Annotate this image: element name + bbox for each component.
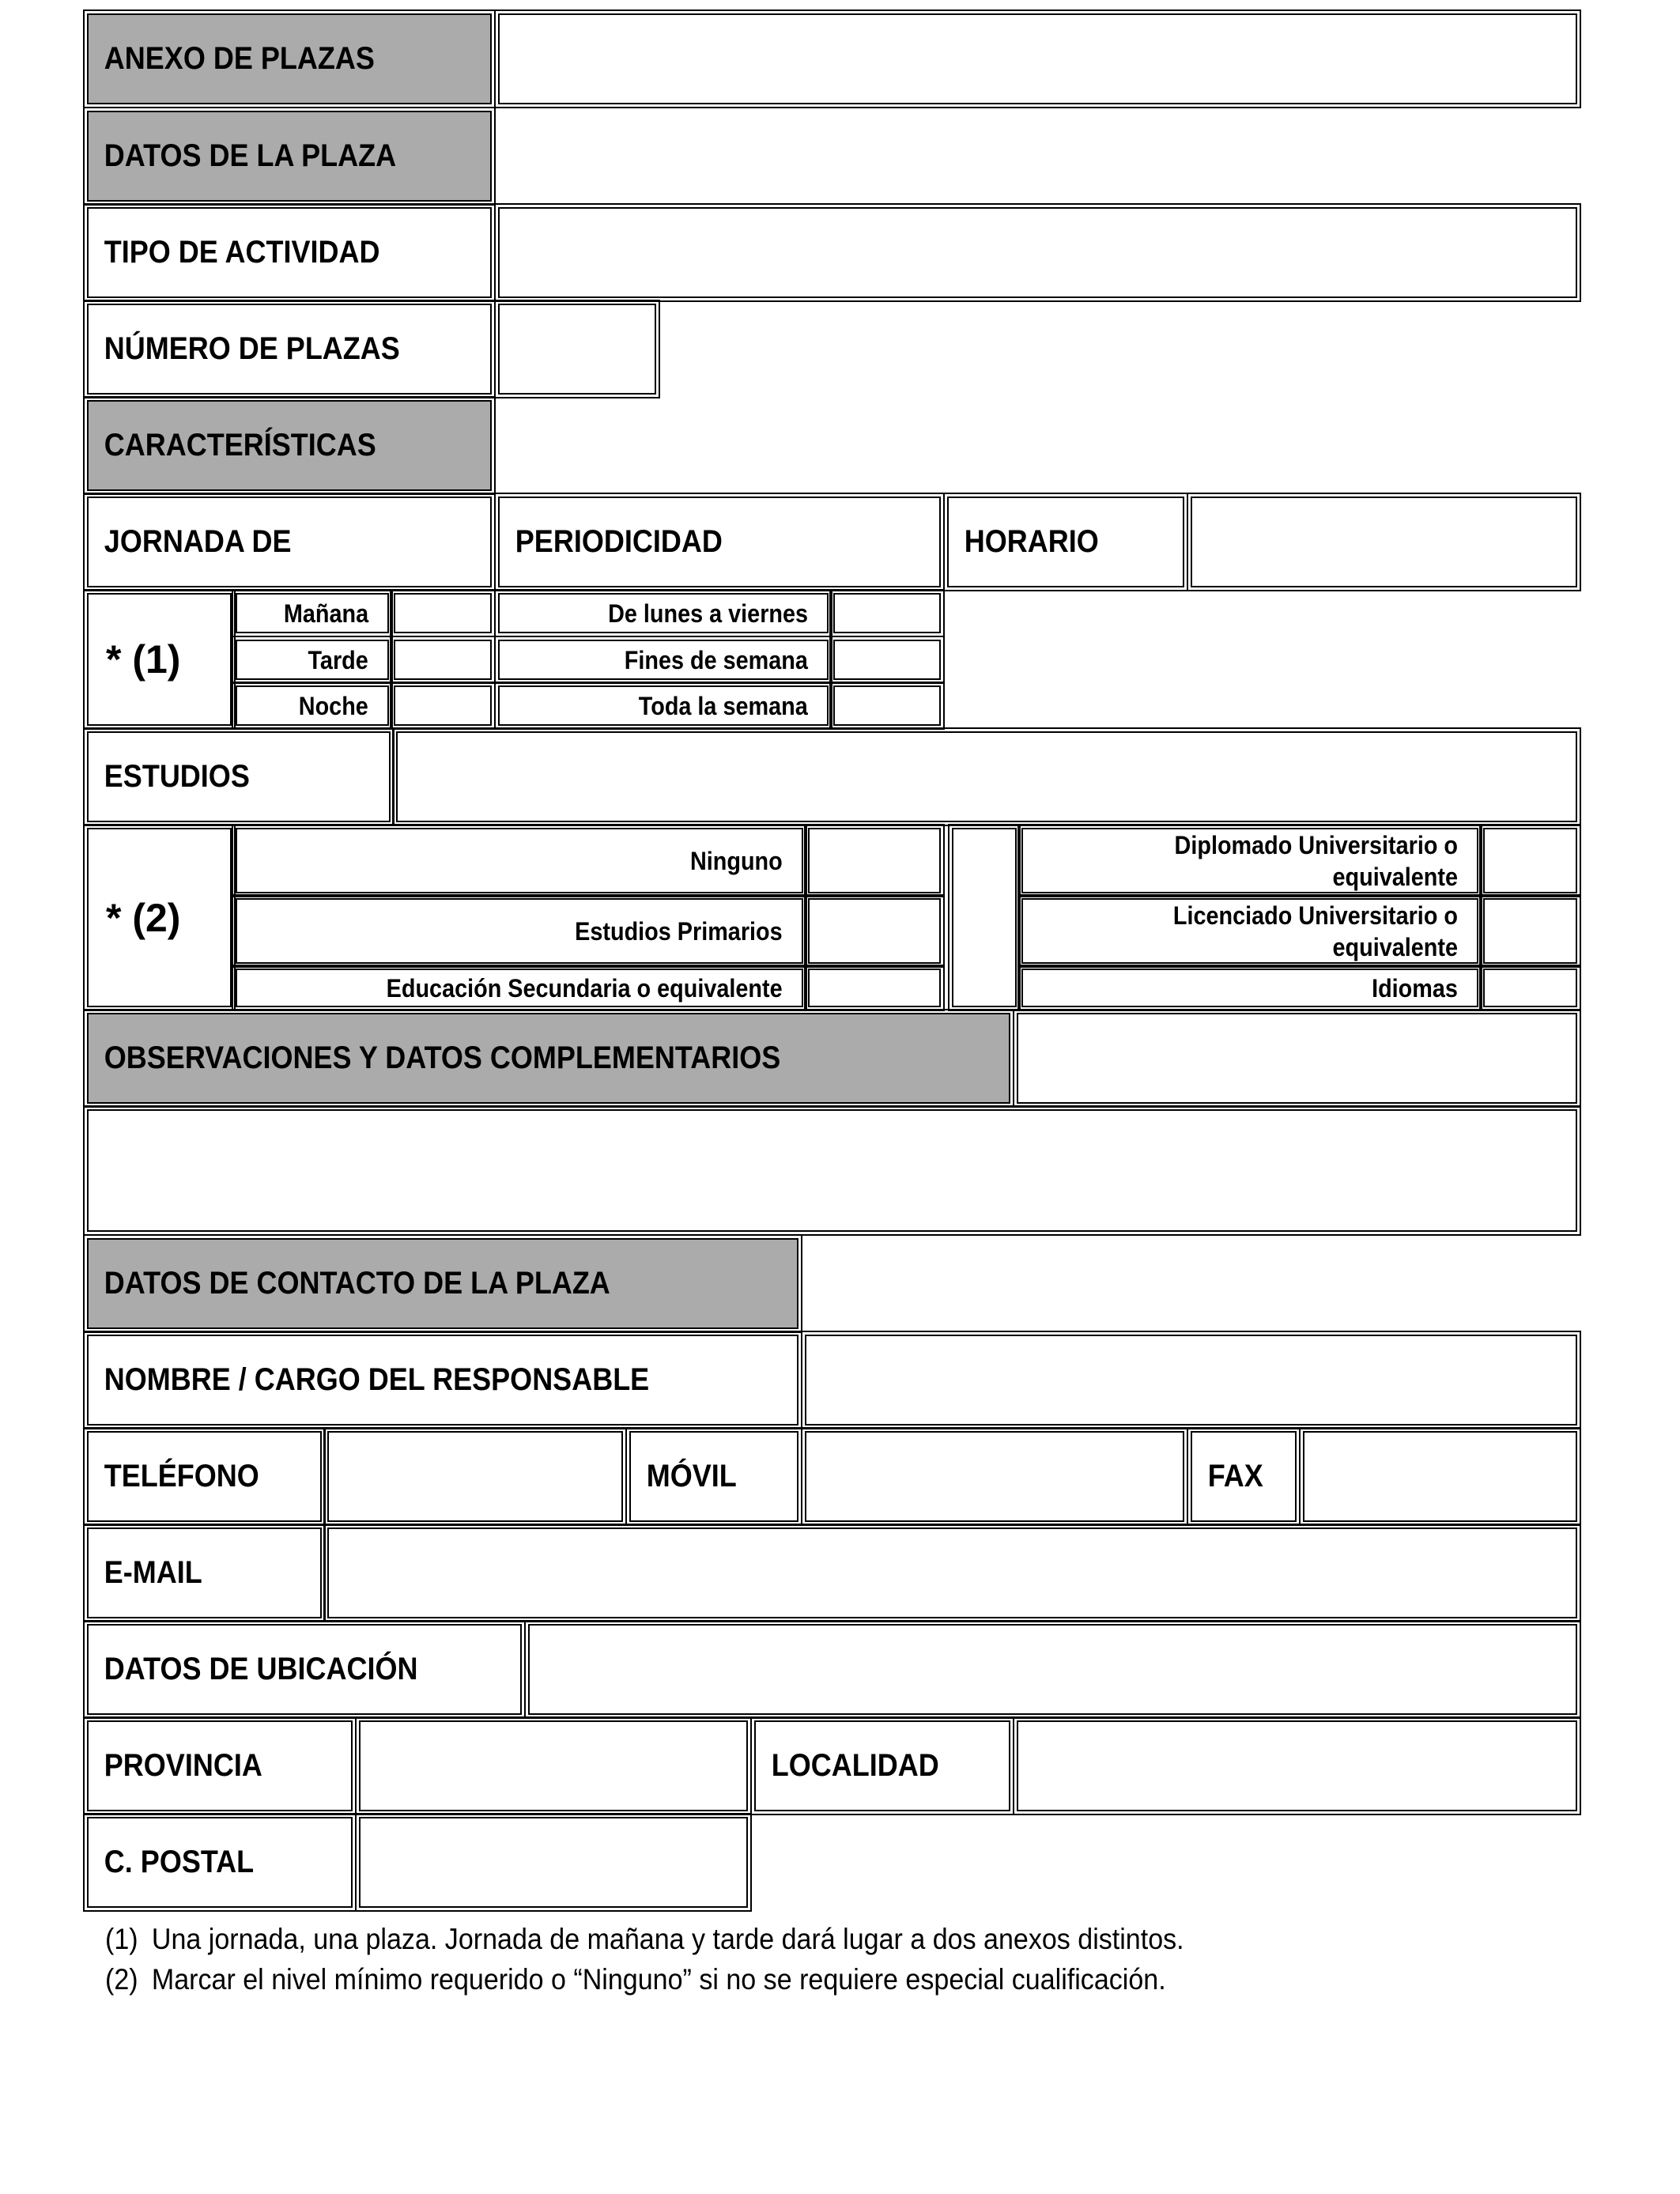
periodicidad-option-label: De lunes a viernes [608,599,808,628]
estudios-option-idiomas [1021,969,1478,1007]
tipo-de-actividad-text: TIPO DE ACTIVIDAD [104,235,380,270]
numero-de-plazas-text: NÚMERO DE PLAZAS [104,331,400,366]
datos-de-la-plaza-header [87,111,492,202]
estudios-option-label: Licenciado Universitario o equivalente [1172,901,1458,961]
caracteristicas-header [87,400,492,491]
periodicidad-option-label: Toda la semana [639,691,808,720]
jornada-de-text: JORNADA DE [104,524,292,559]
estudios-licenciado-checkbox[interactable] [1483,898,1577,964]
datos-contacto-header [87,1238,798,1329]
datos-ubicacion-field[interactable] [528,1624,1577,1715]
periodicidad-label [498,497,941,587]
estudios-text: ESTUDIOS [104,759,250,794]
jornada-tarde-checkbox[interactable] [394,640,492,680]
estudios-idiomas-checkbox[interactable] [1483,969,1577,1007]
jornada-manana-checkbox[interactable] [394,593,492,633]
periodicidad-text: PERIODICIDAD [515,524,723,559]
footnote-marker: (2) [105,1963,138,1996]
horario-field[interactable] [1191,497,1577,587]
fax-field[interactable] [1303,1431,1577,1522]
c-postal-field[interactable] [359,1817,748,1908]
movil-field[interactable] [805,1431,1184,1522]
note-2-marker-text: * (2) [106,895,181,940]
note-2-marker [87,828,232,1007]
jornada-option-noche [236,685,389,726]
estudios-option-label: Idiomas [1372,973,1458,1003]
c-postal-label [87,1817,353,1908]
email-field[interactable] [327,1527,1577,1618]
telefono-text: TELÉFONO [104,1459,259,1494]
estudios-option-label: Diplomado Universitario o equivalente [1174,830,1458,891]
anexo-de-plazas-label [87,13,492,104]
localidad-label [754,1720,1010,1811]
estudios-field[interactable] [396,731,1577,822]
footnote-text: Marcar el nivel mínimo requerido o “Ninguno” si no se requiere especial cualificación. [151,1963,1166,1996]
jornada-option-tarde [236,640,389,680]
datos-ubicacion-input[interactable] [530,1626,1576,1713]
estudios-option-label: Educación Secundaria o equivalente [387,973,783,1003]
observaciones-field[interactable] [87,1109,1577,1232]
anexo-de-plazas-input[interactable] [500,15,1576,103]
localidad-field[interactable] [1017,1720,1577,1811]
movil-label [629,1431,798,1522]
periodicidad-option-lunes-viernes [498,593,829,633]
anexo-de-plazas-field[interactable] [498,13,1577,104]
telefono-label [87,1431,322,1522]
estudios-primarios-checkbox[interactable] [808,898,941,964]
provincia-label [87,1720,353,1811]
note-1-marker-text: * (1) [106,637,181,682]
datos-contacto-text: DATOS DE CONTACTO DE LA PLAZA [104,1266,610,1301]
estudios-ninguno-checkbox[interactable] [808,828,941,893]
footnote-1 [105,1923,1184,1956]
estudios-option-label: Ninguno [690,846,783,875]
jornada-option-label: Mañana [283,599,368,628]
note-1-marker [87,593,232,726]
periodicidad-option-toda-semana [498,685,829,726]
email-label [87,1527,322,1618]
provincia-field[interactable] [359,1720,748,1811]
footnote-text: Una jornada, una plaza. Jornada de mañana y tarde dará lugar a dos anexos distintos. [151,1923,1184,1955]
estudios-option-primarios [236,898,803,964]
fax-input[interactable] [1304,1433,1576,1520]
tipo-de-actividad-input[interactable] [500,209,1576,296]
nombre-cargo-text: NOMBRE / CARGO DEL RESPONSABLE [104,1362,650,1397]
provincia-text: PROVINCIA [104,1748,262,1783]
nombre-cargo-field[interactable] [805,1335,1577,1426]
periodicidad-fines-semana-checkbox[interactable] [833,640,941,680]
tipo-de-actividad-label [87,207,492,298]
horario-input[interactable] [1192,498,1576,586]
nombre-cargo-input[interactable] [806,1336,1576,1424]
estudios-spacer [952,828,1017,1007]
estudios-label [87,731,391,822]
numero-de-plazas-label [87,304,492,395]
localidad-text: LOCALIDAD [771,1748,939,1783]
movil-text: MÓVIL [646,1459,737,1494]
email-input[interactable] [329,1529,1576,1617]
footnote-marker: (1) [105,1923,138,1955]
jornada-option-manana [236,593,389,633]
movil-input[interactable] [806,1433,1183,1520]
estudios-diplomado-checkbox[interactable] [1483,828,1577,893]
periodicidad-option-label: Fines de semana [624,645,808,674]
jornada-option-label: Tarde [308,645,368,674]
datos-ubicacion-label [87,1624,522,1715]
nombre-cargo-label [87,1335,798,1426]
c-postal-input[interactable] [361,1818,746,1906]
caracteristicas-text: CARACTERÍSTICAS [104,428,376,463]
horario-label [947,497,1184,587]
periodicidad-toda-semana-checkbox[interactable] [833,685,941,726]
horario-text: HORARIO [964,524,1099,559]
tipo-de-actividad-field[interactable] [498,207,1577,298]
anexo-de-plazas-text: ANEXO DE PLAZAS [104,41,375,76]
telefono-field[interactable] [327,1431,623,1522]
numero-de-plazas-input[interactable] [500,305,655,393]
provincia-input[interactable] [361,1722,746,1810]
observaciones-textarea[interactable] [89,1111,1576,1230]
jornada-noche-checkbox[interactable] [394,685,492,726]
estudios-secundaria-checkbox[interactable] [808,969,941,1007]
footnote-2 [105,1963,1166,1996]
localidad-input[interactable] [1018,1722,1576,1810]
jornada-de-label [87,497,492,587]
observaciones-text: OBSERVACIONES Y DATOS COMPLEMENTARIOS [104,1040,781,1075]
estudios-option-licenciado [1021,898,1478,964]
estudios-option-diplomado [1021,828,1478,893]
datos-ubicacion-text: DATOS DE UBICACIÓN [104,1652,418,1686]
fax-text: FAX [1207,1459,1263,1494]
estudios-option-label: Estudios Primarios [575,916,783,946]
numero-de-plazas-field[interactable] [498,304,656,395]
datos-de-la-plaza-text: DATOS DE LA PLAZA [104,138,397,173]
periodicidad-option-fines-semana [498,640,829,680]
jornada-option-label: Noche [298,691,368,720]
c-postal-text: C. POSTAL [104,1845,255,1879]
periodicidad-lunes-viernes-checkbox[interactable] [833,593,941,633]
estudios-input[interactable] [398,733,1576,821]
estudios-option-secundaria [236,969,803,1007]
estudios-option-ninguno [236,828,803,893]
fax-label [1191,1431,1297,1522]
telefono-input[interactable] [329,1433,621,1520]
observaciones-header [87,1013,1010,1104]
observaciones-side-field [1017,1013,1577,1104]
email-text: E-MAIL [104,1555,202,1590]
